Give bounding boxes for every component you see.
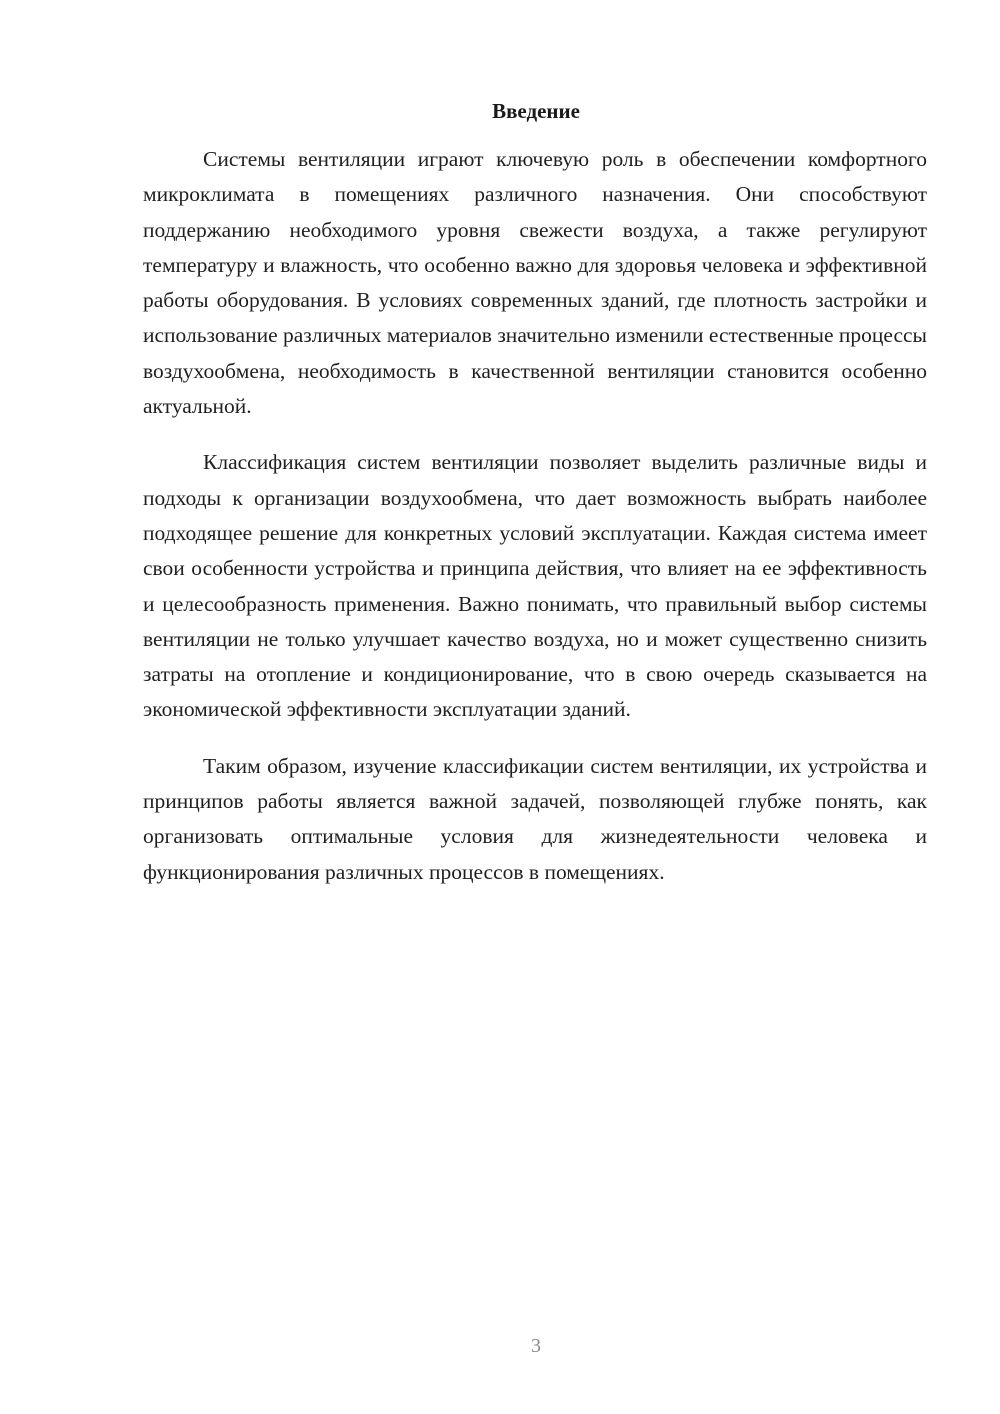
- paragraph-1: Системы вентиляции играют ключевую роль в обеспечении комфортного микроклимата в помещениях различного назначения. Они способствуют поддержанию необходимого уровня свежести воздуха, а также регулируют температуру и влажность, что особенно важно для здоровья человека и эффективной работы оборудования. В условиях современных зданий, где плотность застройки и использование различных материалов значительно изменили естественные процессы воздухообмена, необходимость в качественной вентиляции становится особенно актуальной.: [143, 147, 927, 419]
- body-text: [143, 142, 927, 890]
- paragraph-2: Классификация систем вентиляции позволяет выделить различные виды и подходы к организации воздухообмена, что дает возможность выбрать наиболее подходящее решение для конкретных условий эксплуатации. Каждая система имеет свои особенности устройства и принципа действия, что влияет на ее эффективность и целесообразность применения. Важно понимать, что правильный выбор системы вентиляции не только улучшает качество воздуха, но и может существенно снизить затраты на отопление и кондиционирование, что в свою очередь сказывается на экономической эффективности эксплуатации зданий.: [143, 450, 927, 722]
- page-number: 3: [531, 1335, 541, 1357]
- section-heading: Введение: [492, 99, 580, 123]
- paragraph-3: Таким образом, изучение классификации систем вентиляции, их устройства и принципов работы является важной задачей, позволяющей глубже понять, как организовать оптимальные условия для жизнедеятельности человека и функционирования различных процессов в помещениях.: [143, 753, 927, 884]
